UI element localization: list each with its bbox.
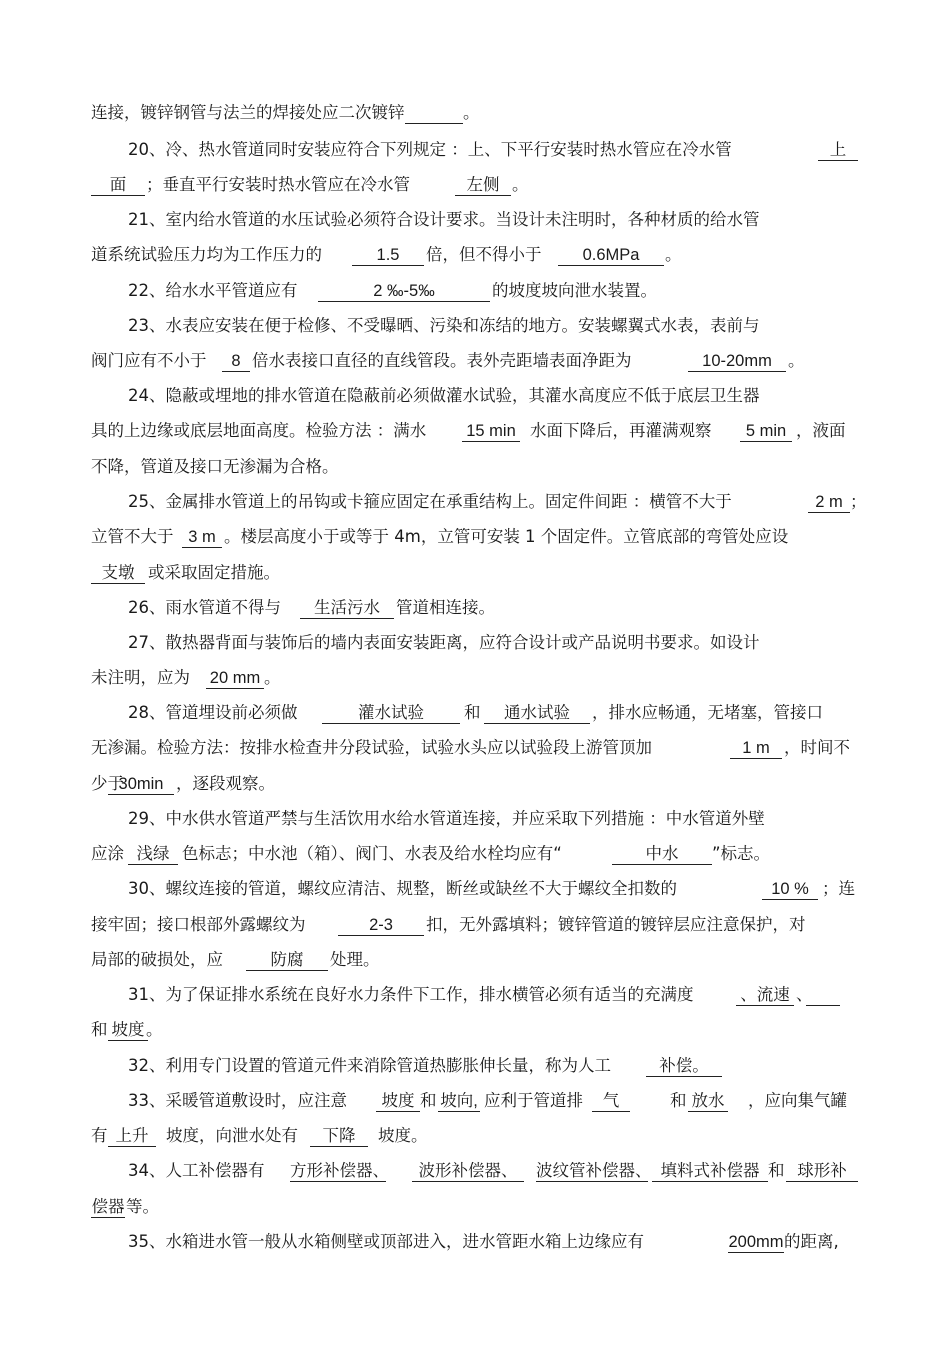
fill-in-blank: 左侧 — [455, 168, 511, 202]
fill-in-blank: 坡向, — [438, 1084, 480, 1118]
fill-in-blank: 1.5 — [352, 238, 424, 272]
text-line — [0, 591, 950, 625]
text-segment: 应涂 — [91, 844, 124, 863]
text-segment: 等。 — [126, 1197, 159, 1216]
text-segment: 21、室内给水管道的水压试验必须符合设计要求。当设计未注明时，各种材质的给水管 — [128, 210, 760, 229]
text-line — [0, 1225, 950, 1259]
fill-in-blank: 30min — [108, 767, 174, 801]
fill-in-blank: 面 — [91, 168, 145, 202]
text-line — [0, 696, 950, 730]
text-segment: 、 — [796, 985, 813, 1004]
fill-in-blank: 5 min — [740, 414, 792, 448]
text-segment: 25、金属排水管道上的吊钩或卡箍应固定在承重结构上。固定件间距 ：横管不大于 — [128, 492, 732, 511]
text-line — [0, 274, 950, 308]
text-segment: 35、水箱进水管一般从水箱侧壁或顶部进入，进水管距水箱上边缘应有 — [128, 1232, 644, 1251]
text-segment: 。 — [788, 351, 805, 370]
text-segment: 具的上边缘或底层地面高度。检验方法 ：满水 — [91, 421, 427, 440]
text-segment: 的距离, — [784, 1232, 839, 1251]
fill-in-blank — [806, 978, 840, 1012]
text-line — [0, 1119, 950, 1153]
text-segment: 34、人工补偿器有 — [128, 1161, 265, 1180]
text-segment: 。 — [512, 175, 529, 194]
fill-in-blank: 3 m — [182, 520, 222, 554]
fill-in-blank — [405, 96, 463, 130]
text-segment: 32、利用专门设置的管道元件来消除管道热膨胀伸长量，称为人工 — [128, 1056, 611, 1075]
fill-in-blank: 方形补偿器、 — [290, 1154, 386, 1188]
fill-in-blank: 灌水试验 — [322, 696, 460, 730]
fill-in-blank: 15 min — [462, 414, 520, 448]
fill-in-blank: 浅绿 — [128, 837, 178, 871]
text-segment: ，逐段观察。 — [176, 774, 275, 793]
fill-in-blank: 中水 — [612, 837, 712, 871]
text-segment: 27、散热器背面与装饰后的墙内表面安装距离，应符合设计或产品说明书要求。如设计 — [128, 633, 760, 652]
text-segment: ，时间不 — [784, 738, 850, 757]
fill-in-blank: 生活污水 — [300, 591, 394, 625]
text-segment: 和 — [91, 1020, 108, 1039]
text-segment: 的坡度坡向泄水装置。 — [492, 281, 657, 300]
text-segment: 坡度，向泄水处有 — [166, 1126, 298, 1145]
text-segment: 连接，镀锌钢管与法兰的焊接处应二次镀锌 — [91, 103, 405, 122]
text-segment: 。楼层高度小于或等于 4m，立管可安装 1 个固定件。立管底部的弯管处应设 — [224, 527, 789, 546]
fill-in-blank: 200mm — [728, 1225, 784, 1259]
fill-in-blank: 上升 — [108, 1119, 156, 1153]
text-line — [0, 802, 950, 836]
text-segment: 和 — [420, 1091, 437, 1110]
text-segment: 坡度。 — [378, 1126, 428, 1145]
text-segment: 和 — [670, 1091, 687, 1110]
fill-in-blank: 球形补 — [786, 1154, 858, 1188]
text-segment: 不降，管道及接口无渗漏为合格。 — [91, 457, 339, 476]
text-segment: 少于 — [91, 774, 124, 793]
text-line — [0, 238, 950, 272]
fill-in-blank: 1 m — [730, 731, 782, 765]
text-segment: 色标志；中水池（箱）、阀门、水表及给水栓均应有“ — [182, 844, 562, 863]
fill-in-blank: 2 m — [808, 485, 850, 519]
text-segment: 。 — [146, 1020, 163, 1039]
fill-in-blank: 10-20mm — [688, 344, 786, 378]
text-line — [0, 661, 950, 695]
text-segment: 。 — [264, 668, 281, 687]
text-segment: 31、为了保证排水系统在良好水力条件下工作，排水横管必须有适当的充满度 — [128, 985, 694, 1004]
fill-in-blank: 补偿。 — [646, 1049, 722, 1083]
text-segment: ；垂直平行安装时热水管应在冷水管 — [146, 175, 410, 194]
text-segment: 有 — [91, 1126, 108, 1145]
fill-in-blank: 、流速 — [736, 978, 794, 1012]
text-segment: 30、螺纹连接的管道，螺纹应清洁、规整，断丝或缺丝不大于螺纹全扣数的 — [128, 879, 677, 898]
text-line — [0, 379, 950, 413]
text-line — [0, 943, 950, 977]
text-segment: 局部的破损处，应 — [91, 950, 223, 969]
text-segment: 。 — [463, 103, 480, 122]
text-segment: 和 — [464, 703, 481, 722]
text-line — [0, 133, 950, 167]
text-segment: 水面下降后，再灌满观察 — [530, 421, 712, 440]
text-segment: ，排水应畅通，无堵塞，管接口 — [592, 703, 823, 722]
fill-in-blank: 坡度 — [376, 1084, 420, 1118]
text-segment: 道系统试验压力均为工作压力的 — [91, 245, 322, 264]
fill-in-blank: 波形补偿器、 — [412, 1154, 524, 1188]
text-segment: 处理。 — [330, 950, 380, 969]
fill-in-blank: 偿器 — [91, 1190, 125, 1224]
fill-in-blank: 气 — [592, 1084, 630, 1118]
text-line — [0, 1049, 950, 1083]
text-segment: 无渗漏。检验方法：按排水检查井分段试验，试验水头应以试验段上游管顶加 — [91, 738, 652, 757]
text-line — [0, 1084, 950, 1118]
text-line — [0, 978, 950, 1012]
text-segment: 立管不大于 — [91, 527, 174, 546]
fill-in-blank: 0.6MPa — [558, 238, 664, 272]
text-line — [0, 520, 950, 554]
fill-in-blank: 波纹管补偿器、 — [536, 1154, 648, 1188]
text-line — [0, 556, 950, 590]
fill-in-blank: 2 ‰-5‰ — [318, 274, 490, 308]
fill-in-blank: 放水 — [688, 1084, 728, 1118]
text-segment: 29、中水供水管道严禁与生活饮用水给水管道连接，并应采取下列措施 ：中水管道外壁 — [128, 809, 765, 828]
text-line — [0, 450, 950, 484]
text-line — [0, 414, 950, 448]
text-line — [0, 837, 950, 871]
text-segment: 应利于管道排 — [484, 1091, 583, 1110]
text-segment: 20、冷、热水管道同时安装应符合下列规定 ：上、下平行安装时热水管应在冷水管 — [128, 140, 732, 159]
text-segment: 或采取固定措施。 — [148, 563, 280, 582]
fill-in-blank: 下降 — [310, 1119, 368, 1153]
text-line — [0, 767, 950, 801]
text-line — [0, 168, 950, 202]
text-segment: 26、雨水管道不得与 — [128, 598, 281, 617]
text-segment: ； — [850, 492, 867, 511]
fill-in-blank: 填料式补偿器 — [652, 1154, 768, 1188]
text-line — [0, 908, 950, 942]
text-segment: 倍，但不得小于 — [426, 245, 542, 264]
fill-in-blank: 2-3 — [338, 908, 424, 942]
text-segment: 。 — [665, 245, 682, 264]
text-segment: 23、水表应安装在便于检修、不受曝晒、污染和冻结的地方。安装螺翼式水表，表前与 — [128, 316, 760, 335]
text-segment: ，液面 — [796, 421, 846, 440]
text-line — [0, 1154, 950, 1188]
fill-in-blank: 10 % — [762, 872, 818, 906]
text-segment: ，应向集气罐 — [748, 1091, 847, 1110]
text-segment: 22、给水水平管道应有 — [128, 281, 298, 300]
text-segment: 扣，无外露填料；镀锌管道的镀锌层应注意保护，对 — [426, 915, 806, 934]
fill-in-blank: 支墩 — [91, 556, 145, 590]
fill-in-blank: 8 — [222, 344, 250, 378]
text-segment: ；连 — [822, 879, 855, 898]
text-line — [0, 872, 950, 906]
text-segment: 未注明，应为 — [91, 668, 190, 687]
text-line — [0, 309, 950, 343]
text-line — [0, 485, 950, 519]
text-segment: ”标志。 — [712, 844, 771, 863]
text-segment: 33、采暖管道敷设时，应注意 — [128, 1091, 347, 1110]
text-line — [0, 344, 950, 378]
text-line — [0, 1013, 950, 1047]
fill-in-blank: 上 — [818, 133, 858, 167]
text-segment: 和 — [768, 1161, 785, 1180]
fill-in-blank: 防腐 — [246, 943, 328, 977]
fill-in-blank: 坡度 — [108, 1013, 148, 1047]
text-line — [0, 731, 950, 765]
text-segment: 管道相连接。 — [396, 598, 495, 617]
fill-in-blank: 通水试验 — [484, 696, 590, 730]
text-segment: 24、隐蔽或埋地的排水管道在隐蔽前必须做灌水试验，其灌水高度应不低于底层卫生器 — [128, 386, 760, 405]
text-segment: 阀门应有不小于 — [91, 351, 207, 370]
text-line — [0, 1190, 950, 1224]
fill-in-blank: 20 mm — [206, 661, 264, 695]
text-segment: 倍水表接口直径的直线管段。表外壳距墙表面净距为 — [252, 351, 632, 370]
text-line — [0, 96, 950, 130]
text-line — [0, 626, 950, 660]
text-segment: 接牢固；接口根部外露螺纹为 — [91, 915, 306, 934]
text-line — [0, 203, 950, 237]
text-segment: 28、管道埋设前必须做 — [128, 703, 298, 722]
